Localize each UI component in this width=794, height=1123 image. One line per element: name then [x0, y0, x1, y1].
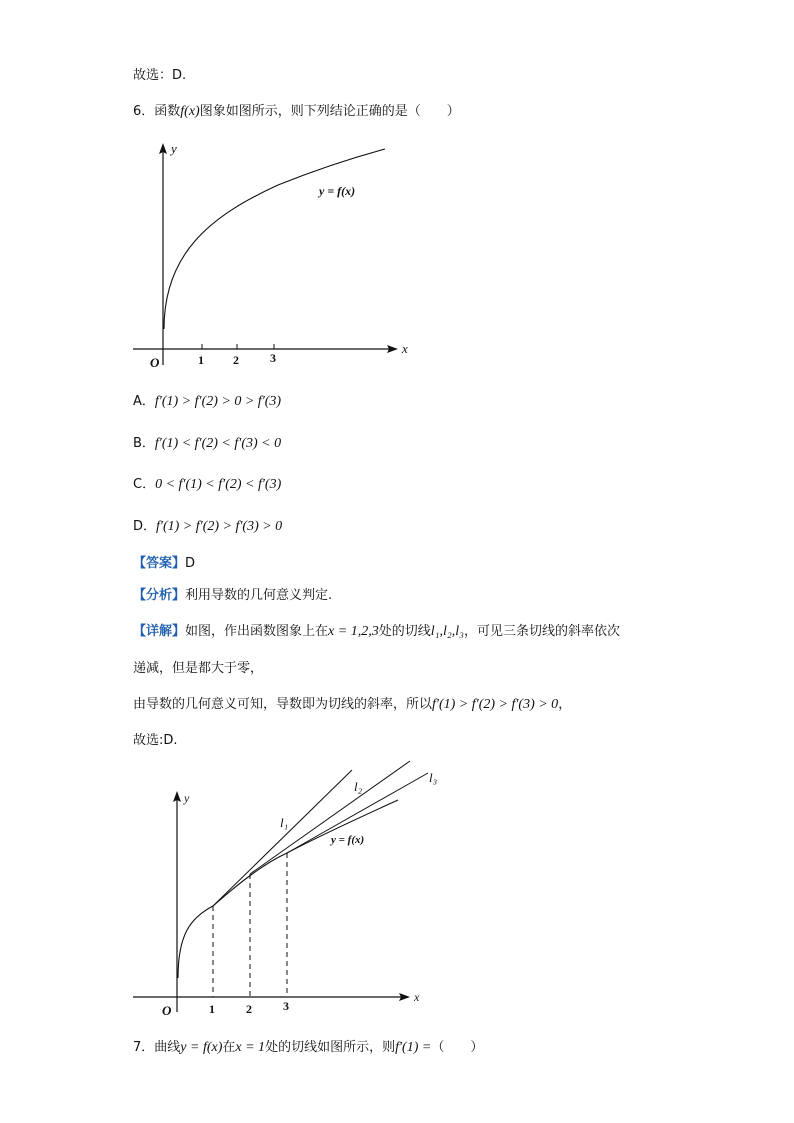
option-d [133, 519, 282, 535]
question-6-stem [133, 104, 460, 120]
tangent-label-l2: l₂ [354, 779, 363, 794]
tangent-line-l2 [250, 761, 410, 874]
x-tick-label-3: 3 [270, 351, 276, 365]
question-6-stem-suffix: 图象如图所示，则下列结论正确的是（ ） [199, 104, 460, 119]
function-curve [164, 149, 385, 329]
question-7-math-1: y = f(x) [180, 1040, 223, 1055]
analysis-text: 利用导数的几何意义判定. [185, 588, 333, 603]
tangent-label-l3: l₃ [429, 770, 438, 785]
question-7-mid-2: 处的切线如图所示，则 [265, 1040, 396, 1055]
tangent-label-l1: l₁ [280, 815, 289, 830]
detail-math-1: x = 1,2,3 [328, 624, 379, 639]
question-6-figure [128, 135, 428, 375]
detail-math-2: l₁,l₂,l₃ [430, 624, 464, 639]
answer-line [133, 556, 195, 572]
x-tick-label-2: 2 [233, 353, 239, 367]
option-c-letter: C． [133, 477, 156, 492]
option-d-letter: D． [133, 519, 157, 534]
x-tick-label-1: 1 [209, 1002, 215, 1016]
answer-value: D [185, 556, 196, 571]
question-7-mid-1: 在 [222, 1040, 236, 1055]
question-7-stem [133, 1040, 483, 1056]
analysis-line [133, 588, 332, 604]
question-7-math-2: x = 1 [235, 1040, 266, 1055]
question-6-function-expr: f(x) [180, 104, 200, 119]
option-b [133, 436, 281, 452]
option-a [133, 394, 281, 410]
question-6-stem-prefix: 6．函数 [133, 104, 181, 119]
x-axis-label: x [414, 990, 420, 1004]
detail-line-2: 递减，但是都大于零， [133, 661, 264, 676]
x-tick-label-3: 3 [283, 999, 289, 1013]
detail-line-1 [133, 624, 620, 640]
detail-conclusion: 故选:D. [133, 733, 178, 748]
detail-text-1c: ，可见三条切线的斜率依次 [464, 624, 621, 639]
question-7-suffix: （ ） [431, 1040, 484, 1055]
y-axis-label: y [171, 141, 177, 156]
x-tick-label-1: 1 [198, 353, 204, 367]
previous-answer-conclusion: 故选：D. [133, 68, 187, 83]
option-b-letter: B． [133, 436, 155, 451]
option-a-letter: A． [133, 394, 155, 409]
x-tick-label-2: 2 [246, 1002, 252, 1016]
detail-text-1a: 如图，作出函数图象上在 [185, 624, 329, 639]
x-axis-label: x [402, 341, 408, 356]
option-b-expr: f′(1) < f′(2) < f′(3) < 0 [154, 436, 282, 451]
answer-tag: 【答案】 [133, 556, 186, 571]
analysis-tag: 【分析】 [133, 588, 186, 603]
option-a-expr: f′(1) > f′(2) > 0 > f′(3) [154, 394, 282, 409]
curve-label: y = f(x) [319, 184, 356, 198]
detail-math-3: f′(1) > f′(2) > f′(3) > 0 [432, 697, 559, 712]
question-7-prefix: 7．曲线 [133, 1040, 181, 1055]
detail-tag: 【详解】 [133, 624, 186, 639]
detail-line-3 [133, 697, 571, 713]
option-d-expr: f′(1) > f′(2) > f′(3) > 0 [156, 519, 283, 534]
y-axis-label: y [184, 791, 190, 805]
option-c-expr: 0 < f′(1) < f′(2) < f′(3) [155, 477, 282, 492]
option-c [133, 477, 281, 493]
detail-text-3b: ， [558, 697, 572, 712]
curve-label: y = f(x) [331, 834, 365, 846]
detail-text-1b: 处的切线 [378, 624, 431, 639]
detail-text-3a: 由导数的几何意义可知，导数即为切线的斜率，所以 [133, 697, 433, 712]
tangent-lines-figure [128, 760, 448, 1025]
origin-label: O [150, 355, 160, 370]
question-7-math-3: f′(1) = [395, 1040, 432, 1055]
origin-label: O [162, 1003, 172, 1018]
